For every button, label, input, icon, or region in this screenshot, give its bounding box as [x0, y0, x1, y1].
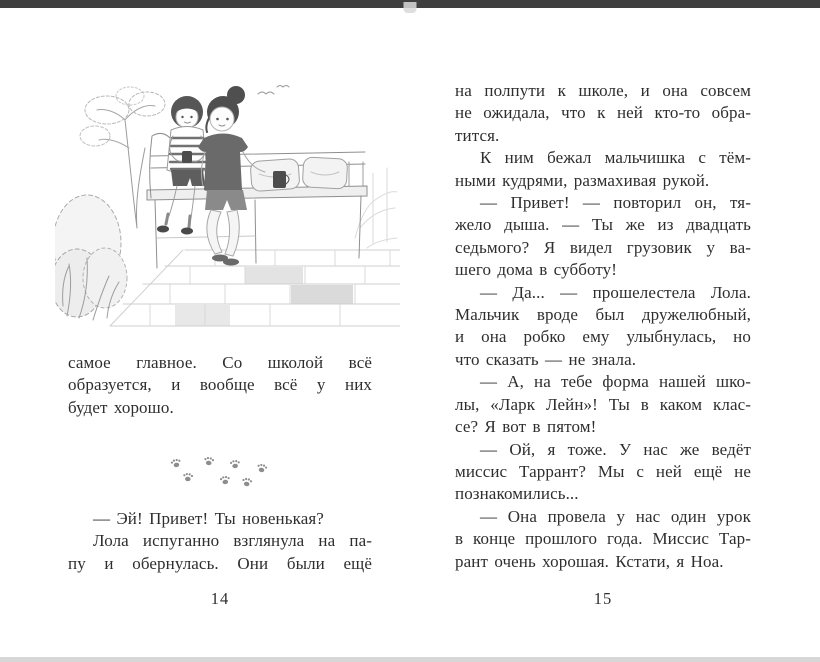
text-line: лы, «Ларк Лейн»! Ты в каком клас-: [455, 394, 751, 414]
paw-print-icon: [229, 458, 242, 471]
bench-illustration: [55, 78, 400, 346]
reader-bottom-bar: [0, 657, 820, 662]
text-line: что сказать — не знала.: [455, 349, 637, 369]
top-bar-notch: [404, 2, 417, 13]
text-line: в конце прошлого года. Миссис Тар-: [455, 529, 751, 549]
paw-prints-divider: [160, 452, 280, 492]
pencil-sketch-children-on-bench: [55, 78, 400, 346]
text-line: седьмого? Я видел грузовик у ва-: [455, 237, 751, 257]
left-page-paragraph-top: [68, 352, 372, 419]
page-number-right: 15: [593, 589, 613, 608]
text-line: не ожидала, что к ней кто-то обра-: [455, 103, 751, 123]
text-line: познакомились...: [455, 484, 579, 504]
text-line: образуется, и вообще всё у них: [68, 375, 372, 395]
text-line: рант очень хорошая. Кстати, я Ноа.: [455, 551, 724, 571]
text-line: — Она провела у нас один урок: [480, 506, 751, 526]
text-line: — А, на тебе форма нашей шко-: [480, 372, 751, 392]
text-line: — Да... — прошелестела Лола.: [480, 282, 751, 302]
paw-print-icon: [255, 461, 270, 476]
text-line: миссис Таррант? Мы с ней ещё не: [455, 461, 751, 481]
text-line: пу и обернулась. Они были ещё: [68, 553, 372, 573]
text-line: — Привет! — повторил он, тя-: [480, 193, 751, 213]
text-line: — Ой, я тоже. У нас же ведёт: [480, 439, 751, 459]
text-line: шего дома в субботу!: [455, 260, 618, 280]
text-line: тится.: [455, 125, 500, 145]
text-line: К ним бежал мальчишка с тём-: [480, 148, 751, 168]
text-line: на полпути к школе, и она совсем: [455, 81, 751, 100]
text-line: Мальчик вроде был дружелюбный,: [455, 305, 751, 325]
right-page-text: [455, 80, 751, 573]
text-line: и она робко ему улыбнулась, но: [455, 327, 751, 347]
paw-print-icon: [240, 475, 254, 489]
left-page-paragraph-bottom: [68, 508, 372, 575]
text-line: самое главное. Со школой всё: [68, 353, 372, 372]
text-line: ными кудрями, размахивая рукой.: [455, 170, 710, 190]
paw-print-icon: [169, 456, 184, 471]
text-line: жело дыша. — Ты же из двадцать: [455, 215, 751, 235]
text-line: будет хорошо.: [68, 397, 174, 417]
page-number-left: 14: [210, 589, 230, 608]
text-line: — Эй! Привет! Ты новенькая?: [93, 509, 324, 528]
reader-top-bar: [0, 0, 820, 8]
text-line: се? Я вот в пятом!: [455, 417, 597, 437]
text-line: Лола испуганно взглянула на па-: [93, 531, 372, 551]
paw-print-icon: [218, 473, 232, 487]
paw-print-icon: [181, 470, 194, 483]
paw-print-icon: [202, 454, 216, 468]
